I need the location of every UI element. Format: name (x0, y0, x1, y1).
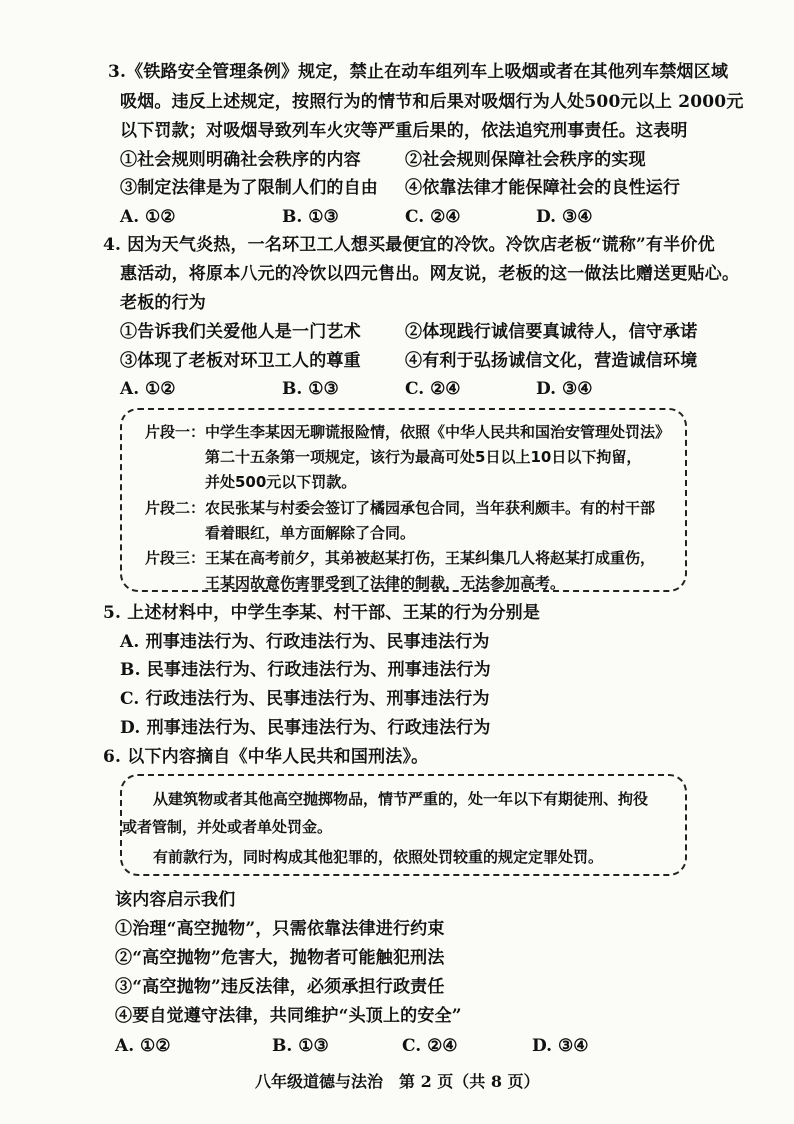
fragment-1-line-2: 第二十五条第一项规定，该行为最高可处5日以上10日以下拘留， (205, 448, 642, 466)
q6-option-d[interactable]: D. ③④ (532, 1036, 589, 1056)
q4-line-3: 老板的行为 (120, 293, 206, 313)
page-footer: 八年级道德与法治 第 2 页（共 8 页） (255, 1072, 540, 1091)
q3-option-d[interactable]: D. ③④ (536, 207, 593, 227)
q3-option-b[interactable]: B. ①③ (282, 207, 339, 227)
q4-statement-3: ③体现了老板对环卫工人的尊重 (120, 351, 361, 371)
q4-statement-4: ④有利于弘扬诚信文化，营造诚信环境 (405, 351, 698, 371)
q3-statement-3: ③制定法律是为了限制人们的自由 (120, 178, 378, 198)
q4-line-2: 惠活动，将原本八元的冷饮以四元售出。网友说，老板的这一做法比赠送更贴心。 (120, 264, 740, 284)
q4-statement-1: ①告诉我们关爱他人是一门艺术 (120, 322, 361, 342)
q6-statement-2: ②“高空抛物”危害大，抛物者可能触犯刑法 (115, 948, 445, 968)
q6-statement-3: ③“高空抛物”违反法律，必须承担行政责任 (115, 977, 445, 997)
q4-option-c[interactable]: C. ②④ (405, 379, 461, 399)
law-excerpt-line-3: 有前款行为，同时构成其他犯罪的，依照处罚较重的规定定罪处罚。 (153, 848, 604, 866)
q6-stem: 6. 以下内容摘自《中华人民共和国刑法》。 (103, 747, 429, 767)
q6-prompt: 该内容启示我们 (115, 890, 236, 910)
q4-statement-2: ②体现践行诚信要真诚待人，信守承诺 (405, 322, 698, 342)
q3-option-a[interactable]: A. ①② (120, 207, 176, 227)
law-excerpt-line-1: 从建筑物或者其他高空抛掷物品，情节严重的，处一年以下有期徒刑、拘役 (153, 790, 649, 808)
q3-line-1: 3.《铁路安全管理条例》规定，禁止在动车组列车上吸烟或者在其他列车禁烟区域 (108, 62, 729, 82)
q5-option-b[interactable]: B. 民事违法行为、行政违法行为、刑事违法行为 (120, 660, 491, 680)
q6-option-c[interactable]: C. ②④ (402, 1036, 458, 1056)
fragment-3-line-1: 片段三：王某在高考前夕，其弟被赵某打伤，王某纠集几人将赵某打成重伤， (145, 549, 656, 567)
q4-option-a[interactable]: A. ①② (120, 379, 176, 399)
fragment-1-line-3: 并处500元以下罚款。 (205, 473, 357, 491)
q3-line-2: 吸烟。违反上述规定，按照行为的情节和后果对吸烟行为人处500元以上 2000元 (120, 92, 744, 112)
q6-option-a[interactable]: A. ①② (115, 1036, 171, 1056)
q3-statement-4: ④依靠法律才能保障社会的良性运行 (405, 178, 681, 198)
q5-stem: 5. 上述材料中，中学生李某、村干部、王某的行为分别是 (103, 603, 541, 623)
q3-line-3: 以下罚款；对吸烟导致列车火灾等严重后果的，依法追究刑事责任。这表明 (120, 121, 688, 141)
q5-option-c[interactable]: C. 行政违法行为、民事违法行为、刑事违法行为 (120, 689, 490, 709)
q5-option-d[interactable]: D. 刑事违法行为、民事违法行为、行政违法行为 (120, 718, 491, 738)
q3-statement-1: ①社会规则明确社会秩序的内容 (120, 150, 361, 170)
law-excerpt-line-2: 或者管制，并处或者单处罚金。 (122, 818, 333, 836)
q6-statement-4: ④要自觉遵守法律，共同维护“头顶上的安全” (115, 1006, 462, 1026)
fragment-3-line-2: 王某因故意伤害罪受到了法律的制裁，无法参加高考。 (205, 574, 566, 592)
q3-statement-2: ②社会规则保障社会秩序的实现 (405, 150, 646, 170)
q4-line-1: 4. 因为天气炎热，一名环卫工人想买最便宜的冷饮。冷饮店老板“谎称”有半价优 (103, 235, 715, 255)
fragment-1-line-1: 片段一：中学生李某因无聊谎报险情，依照《中华人民共和国治安管理处罚法》 (145, 423, 671, 441)
q5-option-a[interactable]: A. 刑事违法行为、行政违法行为、民事违法行为 (120, 632, 490, 652)
q6-statement-1: ①治理“高空抛物”，只需依靠法律进行约束 (115, 919, 445, 939)
q4-option-b[interactable]: B. ①③ (282, 379, 339, 399)
q3-option-c[interactable]: C. ②④ (405, 207, 461, 227)
q6-option-b[interactable]: B. ①③ (272, 1036, 329, 1056)
fragment-2-line-1: 片段二：农民张某与村委会签订了橘园承包合同，当年获利颇丰。有的村干部 (145, 499, 656, 517)
fragment-2-line-2: 看着眼红，单方面解除了合同。 (205, 524, 416, 542)
q4-option-d[interactable]: D. ③④ (536, 379, 593, 399)
